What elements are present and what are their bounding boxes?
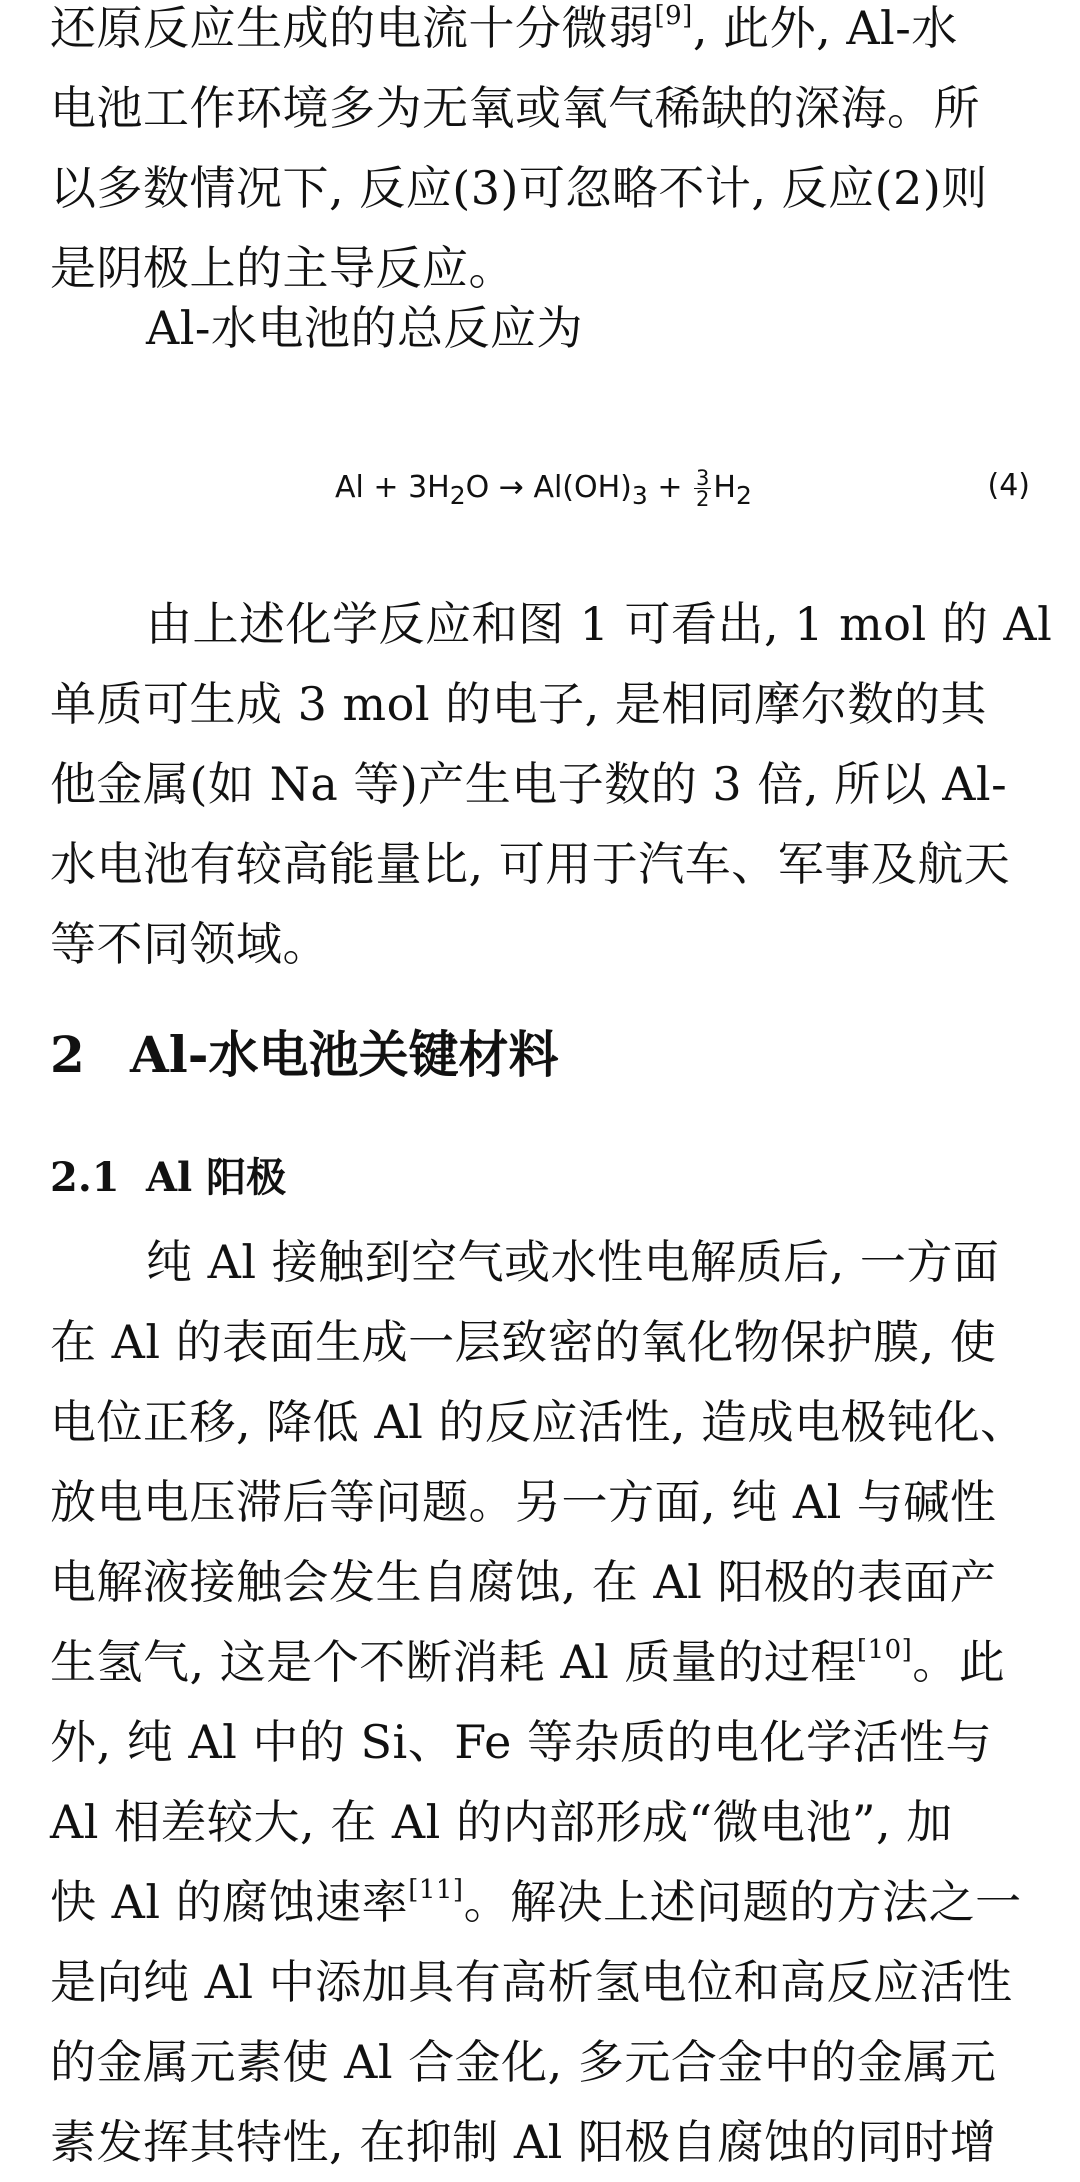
section-heading [50, 1020, 559, 1090]
equation-4 [0, 450, 1080, 530]
text-line: 素发挥其特性, 在抑制 Al 阳极自腐蚀的同时增 [50, 2115, 997, 2169]
text-line [50, 0, 1030, 68]
text-span: 快 Al 的腐蚀速率 [50, 1875, 409, 1929]
equation-number: (4) [987, 468, 1030, 503]
text-span: 。解决上述问题的方法之一 [463, 1875, 1022, 1929]
text-line: 纯 Al 接触到空气或水性电解质后, 一方面 [146, 1235, 1000, 1289]
subsection-number: 2.1 [50, 1154, 120, 1201]
equation-fraction [694, 468, 711, 509]
paragraph-al-anode [50, 1222, 1030, 2182]
text-line: 单质可生成 3 mol 的电子, 是相同摩尔数的其 [50, 677, 987, 731]
text-line: 放电电压滞后等问题。另一方面, 纯 Al 与碱性 [50, 1475, 997, 1529]
text-line: 是阴极上的主导反应。 [50, 241, 515, 295]
text-line [50, 1622, 1030, 1702]
equation-term: O → Al(OH) [465, 470, 632, 505]
text-span: 生氢气, 这是个不断消耗 Al 质量的过程 [50, 1635, 857, 1689]
paragraph-cathode-reaction [50, 0, 1030, 308]
text-span: 还原反应生成的电流十分微弱 [50, 1, 655, 55]
citation-11: [11] [408, 1874, 464, 1905]
text-line: 水电池有较高能量比, 可用于汽车、军事及航天 [50, 837, 1011, 891]
equation-term: H [713, 470, 736, 505]
subsection-heading [50, 1148, 286, 1208]
subsection-title: Al 阳极 [146, 1154, 287, 1201]
equation-subscript: 3 [631, 481, 648, 510]
text-line: 在 Al 的表面生成一层致密的氧化物保护膜, 使 [50, 1315, 997, 1369]
equation-term: Al + 3H [335, 470, 450, 505]
text-line [50, 1862, 1030, 1942]
text-line: 他金属(如 Na 等)产生电子数的 3 倍, 所以 Al- [50, 757, 1008, 811]
text-line: 是向纯 Al 中添加具有高析氢电位和高反应活性 [50, 1955, 1013, 2009]
equation-body [335, 468, 752, 510]
text-line: Al-水电池的总反应为 [146, 301, 583, 355]
text-line: 由上述化学反应和图 1 可看出, 1 mol 的 Al [146, 597, 1053, 651]
text-span: 。此 [912, 1635, 1006, 1689]
text-line: 以多数情况下, 反应(3)可忽略不计, 反应(2)则 [50, 161, 988, 215]
text-line: Al 相差较大, 在 Al 的内部形成“微电池”, 加 [50, 1795, 953, 1849]
paragraph-electron-yield [50, 584, 1053, 984]
text-span: , 此外, Al-水 [692, 1, 958, 55]
equation-plus: + [647, 470, 693, 505]
equation-subscript: 2 [449, 481, 466, 510]
section-title: Al-水电池关键材料 [130, 1025, 559, 1084]
citation-9: [9] [654, 0, 693, 31]
section-number: 2 [50, 1025, 85, 1084]
text-line: 等不同领域。 [50, 917, 329, 971]
paragraph-total-reaction-intro [50, 288, 1030, 368]
equation-subscript: 2 [735, 481, 752, 510]
text-line: 电位正移, 降低 Al 的反应活性, 造成电极钝化、 [50, 1395, 1027, 1449]
citation-10: [10] [856, 1634, 913, 1665]
text-line: 的金属元素使 Al 合金化, 多元合金中的金属元 [50, 2035, 997, 2089]
text-line: 电解液接触会发生自腐蚀, 在 Al 阳极的表面产 [50, 1555, 997, 1609]
text-line: 外, 纯 Al 中的 Si、Fe 等杂质的电化学活性与 [50, 1715, 993, 1769]
fraction-denominator: 2 [696, 487, 710, 511]
text-line: 电池工作环境多为无氧或氧气稀缺的深海。所 [50, 81, 980, 135]
fraction-numerator: 3 [696, 466, 710, 490]
